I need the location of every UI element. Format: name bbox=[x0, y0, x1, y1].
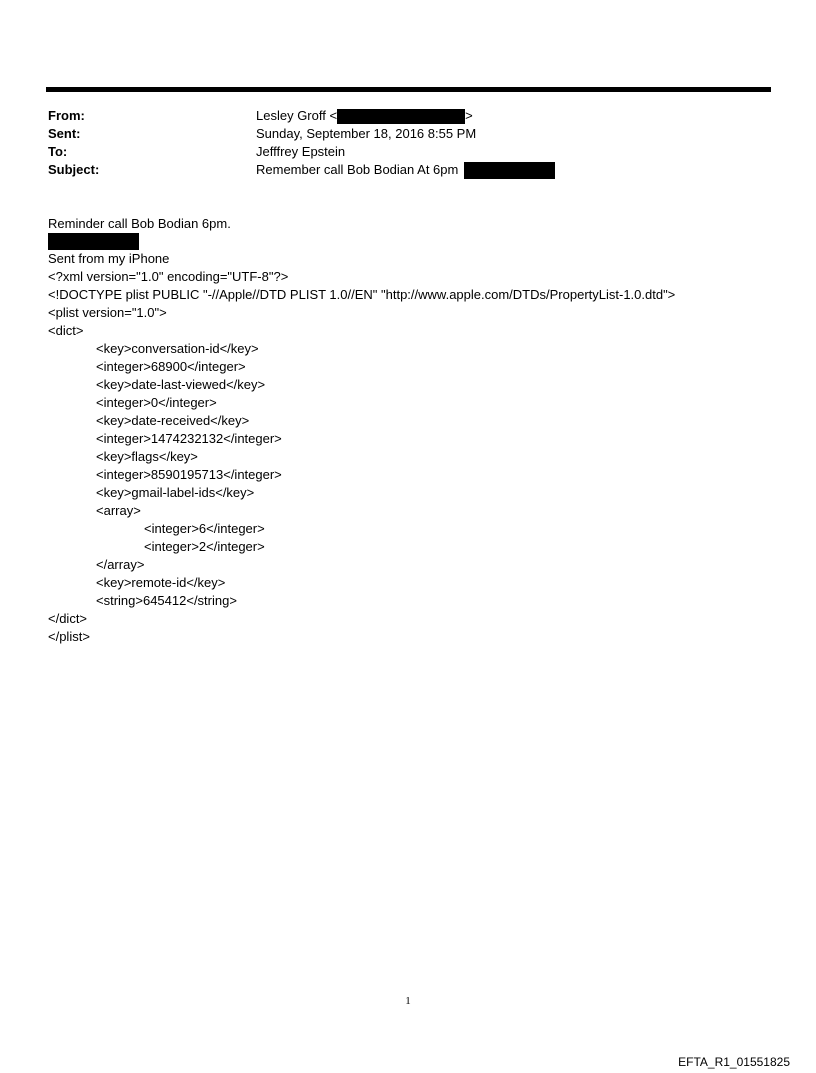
plist-line: <integer>6</integer> bbox=[144, 521, 265, 536]
plist-line: <key>conversation-id</key> bbox=[96, 341, 259, 356]
from-label: From: bbox=[48, 108, 85, 123]
sent-label: Sent: bbox=[48, 126, 81, 141]
plist-block bbox=[48, 268, 788, 646]
subject-value bbox=[256, 161, 555, 179]
plist-line: <key>date-received</key> bbox=[96, 413, 250, 428]
plist-line: <dict> bbox=[48, 323, 84, 338]
email-body bbox=[48, 215, 788, 646]
plist-line: <!DOCTYPE plist PUBLIC "-//Apple//DTD PLIST 1.0//EN" "http://www.apple.com/DTDs/PropertyList-1.0.dtd"> bbox=[48, 287, 676, 302]
from-value bbox=[256, 107, 473, 125]
subject-row bbox=[48, 161, 748, 179]
plist-line: <key>flags</key> bbox=[96, 449, 198, 464]
subject-label: Subject: bbox=[48, 162, 100, 177]
plist-line: </plist> bbox=[48, 629, 90, 644]
header-rule bbox=[46, 87, 771, 92]
plist-line: <?xml version="1.0" encoding="UTF-8"?> bbox=[48, 269, 289, 284]
to-label: To: bbox=[48, 144, 68, 159]
to-row bbox=[48, 143, 748, 161]
redaction-box bbox=[337, 109, 465, 124]
page-number: 1 bbox=[405, 995, 411, 1007]
redaction-box bbox=[464, 162, 555, 179]
from-close: > bbox=[465, 108, 473, 123]
plist-line: <integer>2</integer> bbox=[144, 539, 265, 554]
sent-row bbox=[48, 125, 748, 143]
bates-number: EFTA_R1_01551825 bbox=[678, 1055, 790, 1069]
plist-line: <plist version="1.0"> bbox=[48, 305, 167, 320]
plist-line: <integer>68900</integer> bbox=[96, 359, 246, 374]
plist-line: <key>date-last-viewed</key> bbox=[96, 377, 266, 392]
email-header bbox=[48, 107, 748, 179]
plist-line: <string>645412</string> bbox=[96, 593, 237, 608]
plist-line: <integer>1474232132</integer> bbox=[96, 431, 282, 446]
plist-line: <key>gmail-label-ids</key> bbox=[96, 485, 255, 500]
redaction-box bbox=[48, 233, 139, 250]
plist-line: </array> bbox=[96, 557, 145, 572]
plist-line: <integer>8590195713</integer> bbox=[96, 467, 282, 482]
signature-text: Sent from my iPhone bbox=[48, 251, 170, 266]
plist-line: </dict> bbox=[48, 611, 88, 626]
from-row bbox=[48, 107, 748, 125]
plist-line: <array> bbox=[96, 503, 141, 518]
from-name: Lesley Groff < bbox=[256, 108, 338, 123]
sent-value: Sunday, September 18, 2016 8:55 PM bbox=[256, 126, 477, 141]
plist-line: <integer>0</integer> bbox=[96, 395, 217, 410]
to-value: Jefffrey Epstein bbox=[256, 144, 346, 159]
reminder-text: Reminder call Bob Bodian 6pm. bbox=[48, 216, 231, 231]
plist-line: <key>remote-id</key> bbox=[96, 575, 226, 590]
subject-text: Remember call Bob Bodian At 6pm bbox=[256, 162, 459, 177]
